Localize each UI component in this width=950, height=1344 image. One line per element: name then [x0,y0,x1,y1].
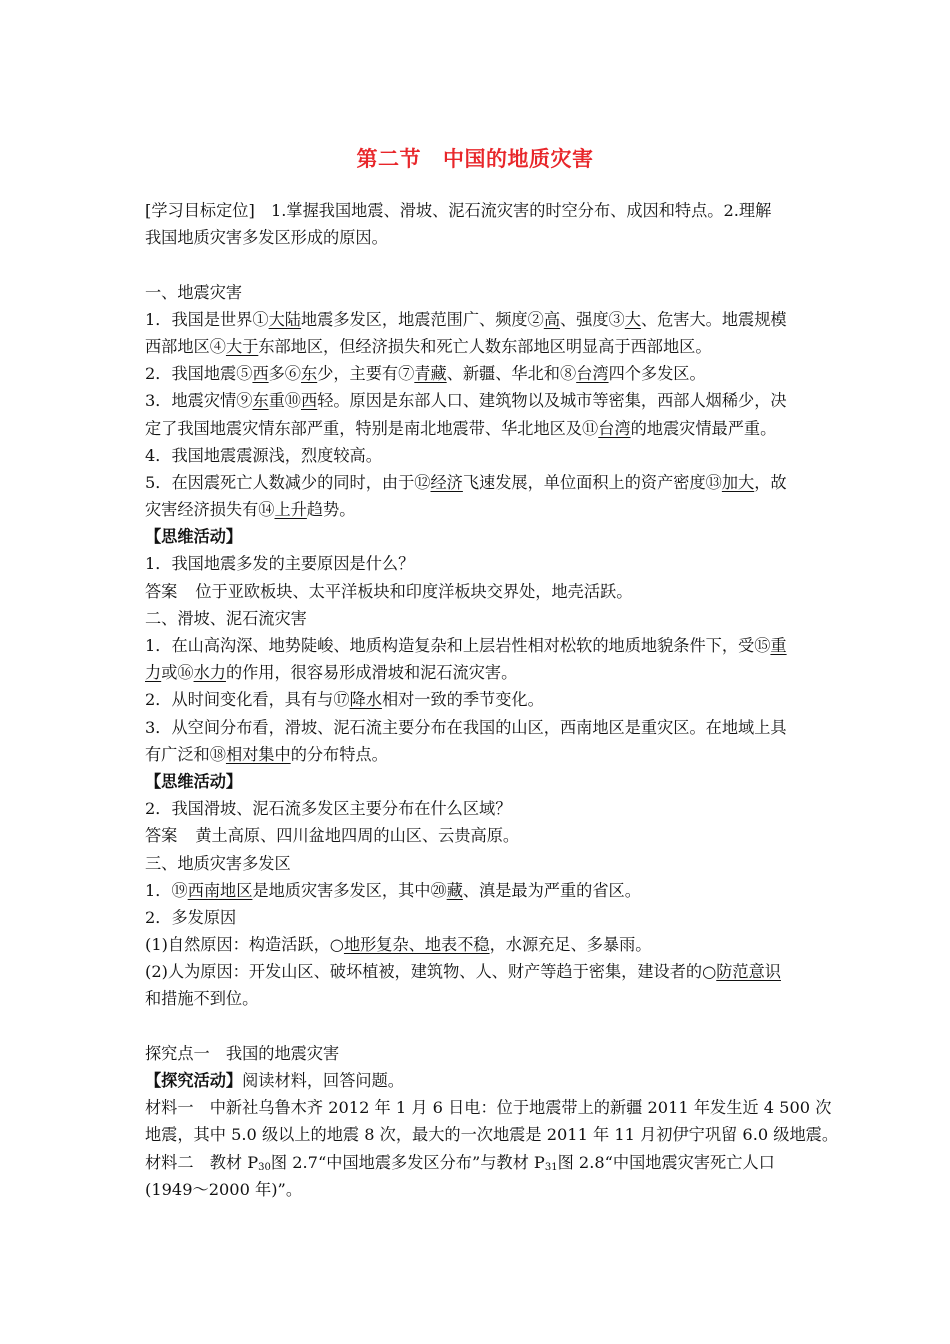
thinking-activity-label-1: 【思维活动】 [145,527,243,547]
page-title [0,143,950,173]
material-1-line-2: 地震，其中 5.0 级以上的地震 8 次，最大的一次地震是 2011 年 11 月初伊宁巩留 6.0 级地震。 [145,1125,839,1145]
explore-activity-label: 【探究活动】 [145,1071,243,1090]
title-text: 中国的地质灾害 [443,147,594,171]
material-1-line-1: 材料一 中新社乌鲁木齐 2012 年 1 月 6 日电：位于地震带上的新疆 2011 年发生近 4 500 次 [145,1098,832,1118]
section-2-heading: 二、滑坡、泥石流灾害 [145,608,307,628]
explore-activity: 【探究活动】阅读材料，回答问题。 [145,1071,404,1090]
s3-para-2: 2．多发原因 [145,907,237,927]
s1-para-5-line-1: 5．在因震死亡人数减少的同时，由于⑫经济飞速发展，单位面积上的资产密度⑬加大，故 [145,472,787,492]
s2-para-3-line-1: 3．从空间分布看，滑坡、泥石流主要分布在我国的山区，西南地区是重灾区。在地域上具 [145,717,787,737]
s1-para-3-line-2: 定了我国地震灾情东部严重，特别是南北地震带、华北地区及⑪台湾的地震灾情最严重。 [145,418,777,438]
title-section: 第二节 [356,147,421,171]
answer-2: 答案 黄土高原、四川盆地四周的山区、云贵高原。 [145,826,520,846]
s1-para-2: 2．我国地震⑤西多⑥东少，主要有⑦青藏、新疆、华北和⑧台湾四个多发区。 [145,364,706,384]
s3-para-4-line-1: (2)人为原因：开发山区、破坏植被，建筑物、人、财产等趋于密集，建设者的○防范意识 [145,962,781,982]
s1-para-3-line-1: 3．地震灾情⑨东重⑩西轻。原因是东部人口、建筑物以及城市等密集，西部人烟稀少，决 [145,391,787,411]
s1-para-1-line-1: 1．我国是世界①大陆地震多发区，地震范围广、频度②高、强度③大、危害大。地震规模 [145,309,787,329]
question-1: 1．我国地震多发的主要原因是什么？ [145,554,415,574]
material-2-line-2: (1949～2000 年)”。 [145,1179,303,1199]
s1-para-4: 4．我国地震震源浅，烈度较高。 [145,445,382,465]
explore-point-heading: 探究点一 我国的地震灾害 [145,1043,340,1063]
question-2: 2．我国滑坡、泥石流多发区主要分布在什么区域？ [145,799,512,819]
s1-para-5-line-2: 灾害经济损失有⑭上升趋势。 [145,500,356,520]
thinking-activity-label-2: 【思维活动】 [145,771,243,791]
answer-1: 答案 位于亚欧板块、太平洋板块和印度洋板块交界处，地壳活跃。 [145,581,633,601]
document-body [145,197,839,1203]
section-3-heading: 三、地质灾害多发区 [145,853,291,873]
s2-para-1-line-1: 1．在山高沟深、地势陡峻、地质构造复杂和上层岩性相对松软的地质地貌条件下，受⑮重 [145,636,787,655]
s3-para-3: (1)自然原因：构造活跃，○地形复杂、地表不稳，水源充足、多暴雨。 [145,935,652,955]
s2-para-1-line-2: 力或⑯水力的作用，很容易形成滑坡和泥石流灾害。 [145,663,518,683]
s3-para-1: 1．⑲西南地区是地质灾害多发区，其中⑳藏、滇是最为严重的省区。 [145,880,641,900]
material-2-line-1: 材料二 教材 $P_{30}$图 2.7“中国地震多发区分布”与教材 $P_{31}$图 2.8“中国地震灾害死亡人口 [145,1152,775,1173]
s2-para-3-line-2: 有广泛和⑱相对集中的分布特点。 [145,744,388,764]
s1-para-1-line-2: 西部地区④大于东部地区，但经济损失和死亡人数东部地区明显高于西部地区。 [145,336,712,356]
s2-para-2: 2．从时间变化看，具有与⑰降水相对一致的季节变化。 [145,690,544,710]
learning-goal-line-2: 我国地质灾害多发区形成的原因。 [145,228,388,248]
section-1-heading: 一、地震灾害 [145,282,243,302]
learning-goal-line-1: [学习目标定位] 1.掌握我国地震、滑坡、泥石流灾害的时空分布、成因和特点。2.理解 [145,201,772,220]
s3-para-4-line-2: 和措施不到位。 [145,989,259,1009]
